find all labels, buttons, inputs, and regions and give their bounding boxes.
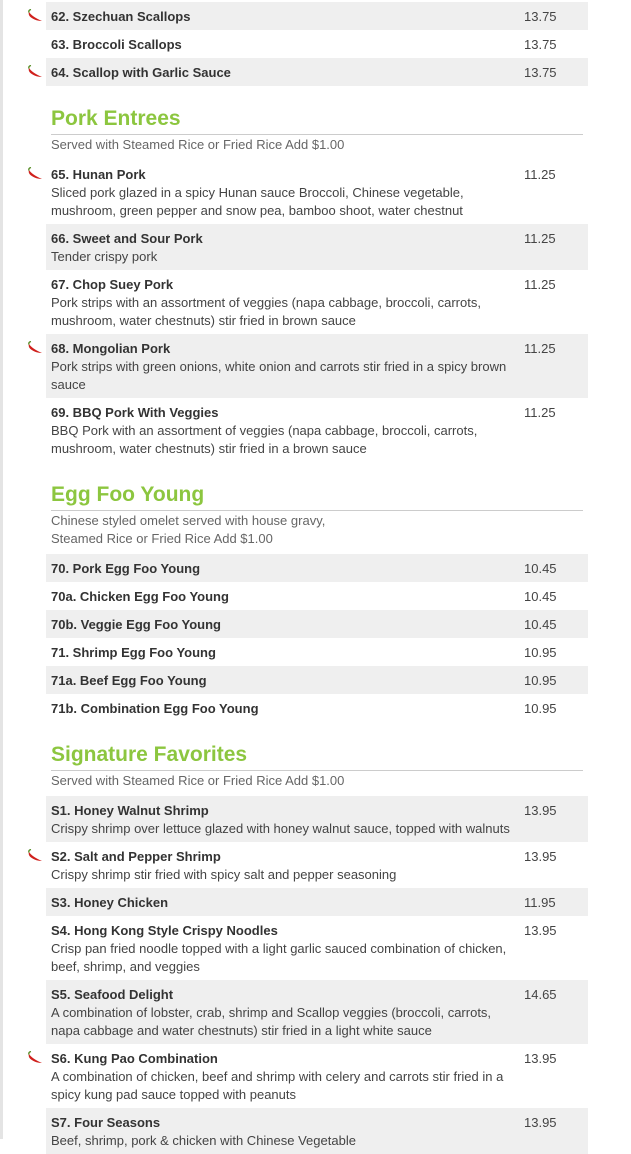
item-name: S7. Four Seasons [51, 1115, 161, 1130]
item-text [51, 848, 519, 884]
item-description: A combination of lobster, crab, shrimp and Scallop veggies (broccoli, carrots, napa cabbage and water chestnuts) stir fried in a light white sauce [51, 1005, 492, 1038]
section-note: Chinese styled omelet served with house gravy, Steamed Rice or Fried Rice Add $1.00 [51, 513, 326, 546]
chili-pepper-icon [26, 65, 44, 79]
item-price: 13.95 [524, 1051, 557, 1066]
section-header [51, 722, 583, 796]
item-price: 13.75 [524, 37, 557, 52]
menu-item[interactable] [46, 224, 588, 270]
item-text [51, 922, 519, 976]
item-price: 11.25 [524, 341, 556, 356]
item-name: 71a. Beef Egg Foo Young [51, 673, 207, 688]
item-text [51, 64, 519, 82]
item-price: 11.25 [524, 167, 556, 182]
item-name: S1. Honey Walnut Shrimp [51, 803, 209, 818]
item-price: 11.25 [524, 405, 556, 420]
chili-pepper-icon [26, 9, 44, 23]
item-price: 10.95 [524, 701, 557, 716]
section-title: Pork Entrees [51, 106, 583, 135]
item-price: 13.75 [524, 9, 557, 24]
menu-item[interactable] [46, 1108, 588, 1154]
item-name: 67. Chop Suey Pork [51, 277, 174, 292]
item-text [51, 616, 519, 634]
menu-item[interactable] [46, 980, 588, 1044]
menu-item[interactable] [46, 888, 588, 916]
item-text [51, 894, 519, 912]
chili-pepper-icon [26, 341, 44, 355]
item-text [51, 166, 519, 220]
menu-item[interactable] [46, 638, 588, 666]
item-text [51, 1114, 519, 1150]
item-description: Tender crispy pork [51, 249, 158, 264]
item-text [51, 588, 519, 606]
item-text [51, 644, 519, 662]
item-text [51, 404, 519, 458]
item-price: 13.95 [524, 1115, 557, 1130]
item-text [51, 700, 519, 718]
section-note: Served with Steamed Rice or Fried Rice Add $1.00 [51, 137, 345, 152]
section-title: Signature Favorites [51, 742, 583, 771]
item-price: 14.65 [524, 987, 557, 1002]
item-description: Pork strips with an assortment of veggies (napa cabbage, broccoli, carrots, mushroom, water chestnuts) stir fried in brown sauce [51, 295, 481, 328]
item-description: Crispy shrimp over lettuce glazed with honey walnut sauce, topped with walnuts [51, 821, 510, 836]
item-description: Crispy shrimp stir fried with spicy salt and pepper seasoning [51, 867, 397, 882]
menu-item[interactable] [46, 2, 588, 30]
item-text [51, 672, 519, 690]
item-description: Pork strips with green onions, white onion and carrots stir fried in a spicy brown sauce [51, 359, 507, 392]
item-name: 69. BBQ Pork With Veggies [51, 405, 219, 420]
item-price: 11.25 [524, 277, 556, 292]
chili-pepper-icon [26, 849, 44, 863]
item-name: S5. Seafood Delight [51, 987, 174, 1002]
item-name: 71b. Combination Egg Foo Young [51, 701, 259, 716]
menu-item[interactable] [46, 270, 588, 334]
item-name: 65. Hunan Pork [51, 167, 146, 182]
item-text [51, 1050, 519, 1104]
item-name: 64. Scallop with Garlic Sauce [51, 65, 231, 80]
item-name: 68. Mongolian Pork [51, 341, 171, 356]
item-name: S3. Honey Chicken [51, 895, 169, 910]
item-description: Crisp pan fried noodle topped with a light garlic sauced combination of chicken, beef, shrimp, and veggies [51, 941, 507, 974]
item-name: 70b. Veggie Egg Foo Young [51, 617, 221, 632]
item-text [51, 802, 519, 838]
item-name: 70a. Chicken Egg Foo Young [51, 589, 229, 604]
item-text [51, 230, 519, 266]
menu-list [0, 2, 631, 1154]
item-price: 10.45 [524, 561, 557, 576]
item-name: 66. Sweet and Sour Pork [51, 231, 203, 246]
menu-item[interactable] [46, 842, 588, 888]
menu-item[interactable] [46, 554, 588, 582]
item-name: 62. Szechuan Scallops [51, 9, 191, 24]
item-price: 10.95 [524, 645, 557, 660]
item-name: 71. Shrimp Egg Foo Young [51, 645, 216, 660]
item-text [51, 986, 519, 1040]
item-text [51, 276, 519, 330]
item-text [51, 36, 519, 54]
menu-item[interactable] [46, 610, 588, 638]
item-price: 11.25 [524, 231, 556, 246]
item-price: 10.45 [524, 589, 557, 604]
menu-item[interactable] [46, 334, 588, 398]
item-price: 11.95 [524, 895, 556, 910]
section-note: Served with Steamed Rice or Fried Rice Add $1.00 [51, 773, 345, 788]
item-price: 13.95 [524, 803, 557, 818]
item-description: BBQ Pork with an assortment of veggies (napa cabbage, broccoli, carrots, mushroom, water chestnuts) stir fried in a brown sauce [51, 423, 478, 456]
menu-item[interactable] [46, 30, 588, 58]
item-name: S6. Kung Pao Combination [51, 1051, 218, 1066]
item-name: 63. Broccoli Scallops [51, 37, 182, 52]
menu-item[interactable] [46, 796, 588, 842]
item-description: Beef, shrimp, pork & chicken with Chinese Vegetable [51, 1133, 356, 1148]
item-price: 13.95 [524, 923, 557, 938]
menu-item[interactable] [46, 160, 588, 224]
item-price: 10.95 [524, 673, 557, 688]
menu-item[interactable] [46, 398, 588, 462]
section-header [51, 462, 583, 554]
item-name: S4. Hong Kong Style Crispy Noodles [51, 923, 278, 938]
menu-item[interactable] [46, 58, 588, 86]
menu-item[interactable] [46, 1044, 588, 1108]
item-name: 70. Pork Egg Foo Young [51, 561, 201, 576]
item-text [51, 8, 519, 26]
item-description: Sliced pork glazed in a spicy Hunan sauce Broccoli, Chinese vegetable, mushroom, green pepper and snow pea, bamboo shoot, water chestnut [51, 185, 464, 218]
item-description: A combination of chicken, beef and shrimp with celery and carrots stir fried in a spicy kung pad sauce topped with peanuts [51, 1069, 504, 1102]
menu-item[interactable] [46, 582, 588, 610]
item-price: 10.45 [524, 617, 557, 632]
item-text [51, 560, 519, 578]
section-header [51, 86, 583, 160]
item-text [51, 340, 519, 394]
item-price: 13.95 [524, 849, 557, 864]
section-title: Egg Foo Young [51, 482, 583, 511]
menu-item[interactable] [46, 916, 588, 980]
menu-item[interactable] [46, 694, 588, 722]
item-price: 13.75 [524, 65, 557, 80]
chili-pepper-icon [26, 1051, 44, 1065]
chili-pepper-icon [26, 167, 44, 181]
menu-item[interactable] [46, 666, 588, 694]
item-name: S2. Salt and Pepper Shrimp [51, 849, 221, 864]
